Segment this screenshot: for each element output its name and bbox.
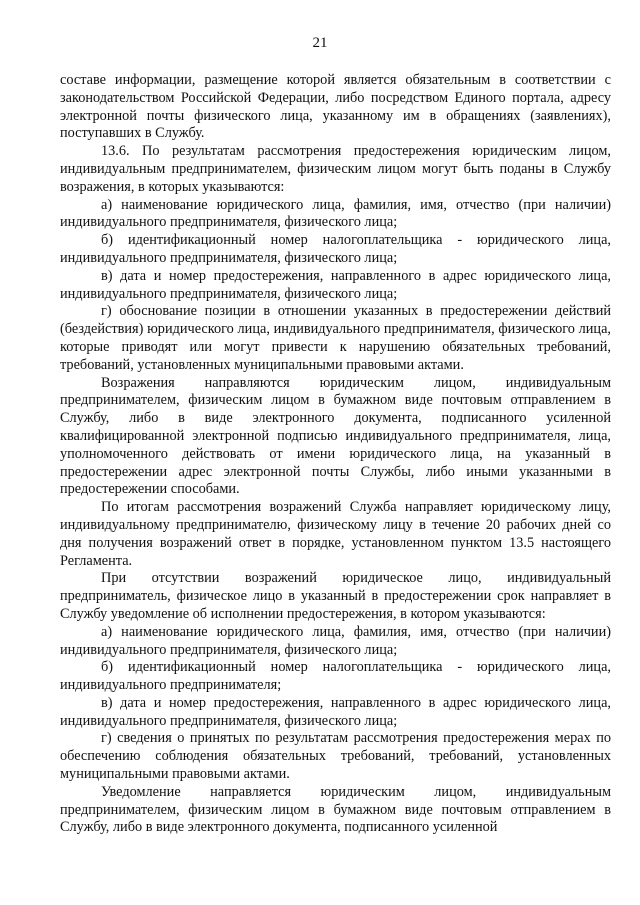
- paragraph-continuation: составе информации, размещение которой является обязательным в соответствии с законодательством Российской Федерации, либо посредством Единого портала, адресу электронной почты физического лица, указанному им в обращениях (заявлениях), поступавших в Службу.: [60, 72, 611, 142]
- list-item-v: в) дата и номер предостережения, направленного в адрес юридического лица, индивидуального предпринимателя, физического лица;: [60, 267, 611, 302]
- paragraph-objections-result: По итогам рассмотрения возражений Служба направляет юридическому лицу, индивидуальному предпринимателю, физическому лицу в течение 20 рабочих дней со дня получения возражений ответ в порядке, установленном пунктом 13.5 настоящего Регламента.: [60, 499, 611, 569]
- paragraph-no-objections: При отсутствии возражений юридическое лицо, индивидуальный предприниматель, физическое лицо в указанный в предостережении срок направляет в Службу уведомление об исполнении предостережения, в котором указываются:: [60, 570, 611, 622]
- notice-item-b: б) идентификационный номер налогоплательщика - юридического лица, индивидуального предпринимателя;: [60, 659, 611, 694]
- list-item-a: а) наименование юридического лица, фамилия, имя, отчество (при наличии) индивидуального предпринимателя, физического лица;: [60, 196, 611, 231]
- notice-item-a: а) наименование юридического лица, фамилия, имя, отчество (при наличии) индивидуального предпринимателя, физического лица;: [60, 623, 611, 658]
- page-number: 21: [312, 35, 328, 51]
- paragraph-13-6: 13.6. По результатам рассмотрения предостережения юридическим лицом, индивидуальным предпринимателем, физическим лицом могут быть поданы в Службу возражения, в которых указываются:: [60, 143, 611, 195]
- list-item-g: г) обоснование позиции в отношении указанных в предостережении действий (бездействия) юридического лица, индивидуального предпринимателя, физического лица, которые приводят или могут привести к нарушению обязательных требований, требований, установленных муниципальными правовыми актами.: [60, 303, 611, 373]
- list-item-b: б) идентификационный номер налогоплательщика - юридического лица, индивидуального предпринимателя, физического лица;: [60, 232, 611, 266]
- document-body: [60, 72, 611, 837]
- notice-item-g: г) сведения о принятых по результатам рассмотрения предостережения мерах по обеспечению соблюдения обязательных требований, требований, установленных муниципальными правовыми актами.: [60, 730, 611, 783]
- paragraph-objections-sending: Возражения направляются юридическим лицом, индивидуальным предпринимателем, физическим лицом в бумажном виде почтовым отправлением в Службу, либо в виде электронного документа, подписанного усиленной квалифицированной электронной подписью индивидуального предпринимателя, лица, уполномоченного действовать от имени юридического лица, на указанный в предостережении адрес электронной почты Службы, либо иными указанными в предостережении способами.: [60, 374, 611, 498]
- paragraph-notice-sending: Уведомление направляется юридическим лицом, индивидуальным предпринимателем, физическим лицом в бумажном виде почтовым отправлением в Службу, либо в виде электронного документа, подписанного усиленной: [60, 783, 611, 836]
- notice-item-v: в) дата и номер предостережения, направленного в адрес юридического лица, индивидуального предпринимателя, физического лица;: [60, 694, 611, 729]
